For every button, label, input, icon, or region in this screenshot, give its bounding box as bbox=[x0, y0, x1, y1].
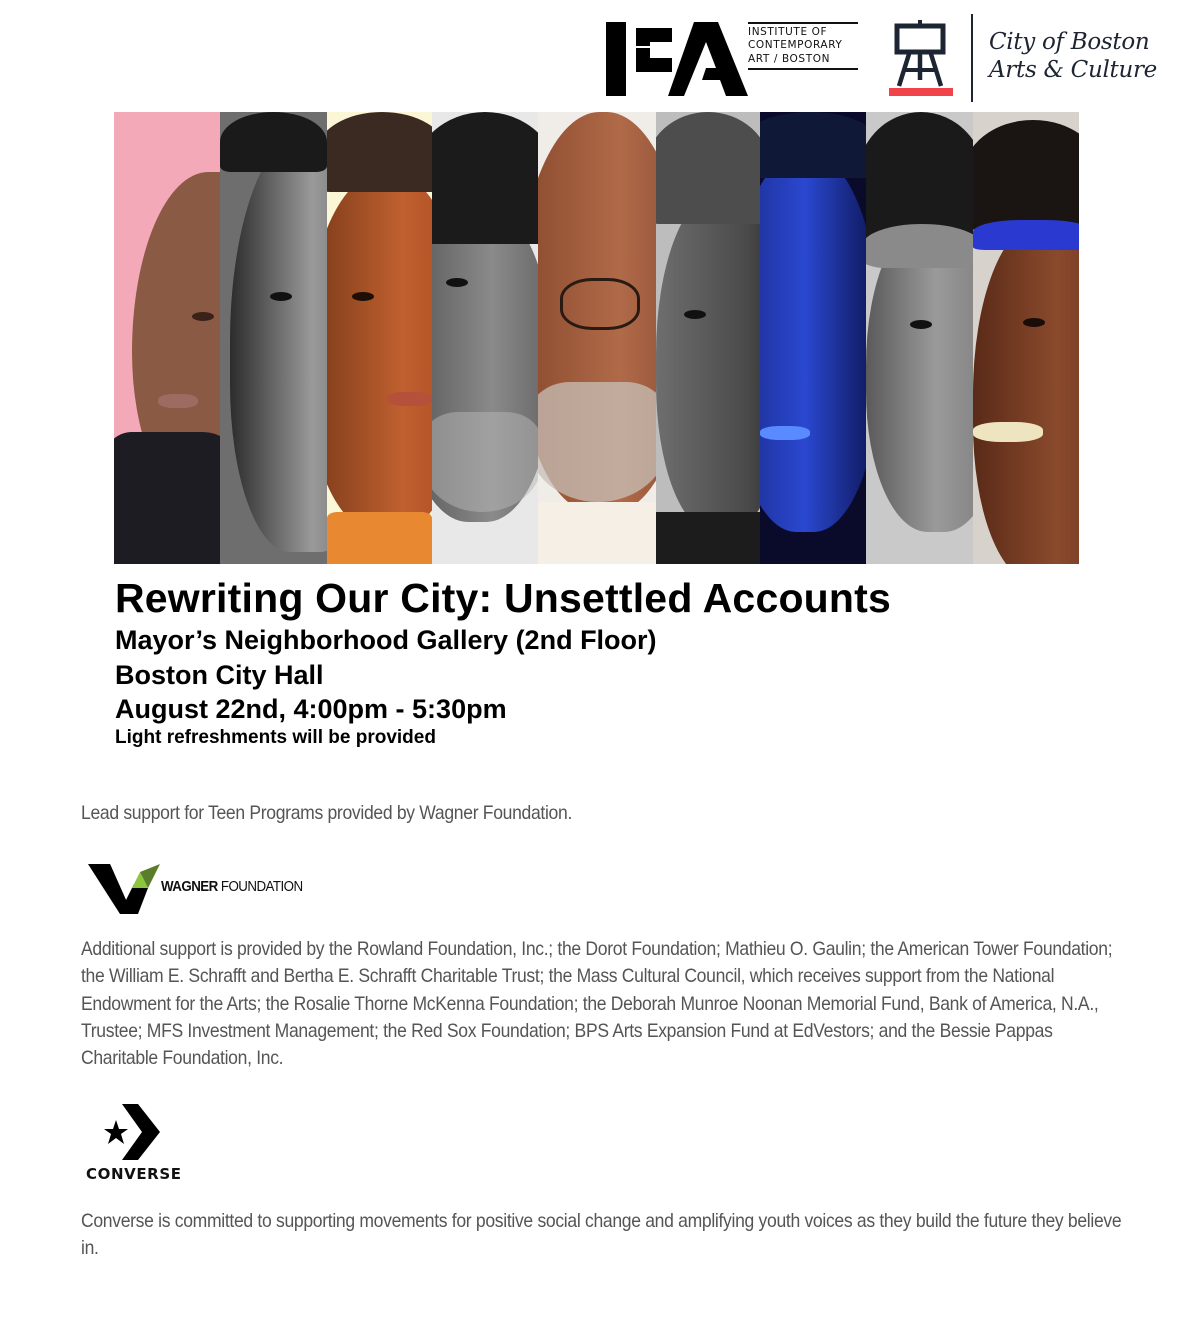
lead-support-text: Lead support for Teen Programs provided by Wagner Foundation. bbox=[81, 802, 573, 824]
event-title: Rewriting Our City: Unsettled Accounts bbox=[115, 575, 892, 621]
portrait-strip-1 bbox=[114, 112, 220, 564]
boston-line-1: City of Boston bbox=[989, 29, 1150, 55]
portrait-strip-9 bbox=[973, 112, 1079, 564]
ica-wordmark-text bbox=[748, 24, 860, 69]
boston-line-2: Arts & Culture bbox=[989, 57, 1157, 83]
portrait-strip-7 bbox=[760, 112, 866, 564]
wagner-foundation-logo bbox=[88, 862, 313, 914]
ica-rule-bottom bbox=[748, 68, 858, 70]
converse-star-chevron-icon bbox=[104, 1104, 160, 1160]
ica-logo-mark-icon bbox=[606, 20, 750, 98]
event-datetime: August 22nd, 4:00pm - 5:30pm bbox=[115, 694, 507, 724]
converse-support-text: Converse is committed to supporting movements for positive social change and amplifying youth voices as they build the future they believe in. bbox=[81, 1210, 1122, 1260]
portrait-strip-6 bbox=[656, 112, 760, 564]
additional-support-text: Additional support is provided by the Rowland Foundation, Inc.; the Dorot Foundation; Mathieu O. Gaulin; the American Tower Foundation; the William E. Schrafft and Bertha E. Schrafft Charitable Trust; the Mass Cultural Council, which receives support from the National Endowment for the Arts; the Rosalie Thorne McKenna Foundation; the Deborah Munroe Noonan Memorial Fund, Bank of America, N.A., Trustee; MFS Investment Management; the Red Sox Foundation; BPS Arts Expansion Fund at EdVestors; and the Bessie Pappas Charitable Foundation, Inc. bbox=[81, 938, 1113, 1070]
wagner-word-regular: FOUNDATION bbox=[217, 879, 303, 895]
portrait-strip-4 bbox=[432, 112, 538, 564]
ica-line-2: CONTEMPORARY bbox=[748, 39, 843, 51]
ica-logo bbox=[606, 20, 862, 100]
ica-line-3: ART / BOSTON bbox=[748, 52, 831, 65]
portrait-strip-8 bbox=[866, 112, 973, 564]
boston-wordmark bbox=[989, 28, 1157, 84]
event-building: Boston City Hall bbox=[115, 659, 324, 690]
converse-logo bbox=[86, 1104, 182, 1186]
portrait-strip-3 bbox=[327, 112, 432, 564]
wagner-word-bold: WAGNER bbox=[161, 879, 218, 895]
portrait-strip-5 bbox=[538, 112, 656, 564]
wagner-w-icon bbox=[88, 862, 160, 914]
logo-divider bbox=[971, 14, 973, 102]
converse-wordmark: CONVERSE bbox=[86, 1165, 182, 1183]
event-venue: Mayor’s Neighborhood Gallery (2nd Floor) bbox=[115, 625, 657, 655]
ica-line-1: INSTITUTE OF bbox=[748, 25, 828, 38]
portrait-collage bbox=[114, 112, 1079, 564]
event-note: Light refreshments will be provided bbox=[115, 726, 436, 748]
boston-arts-logo bbox=[885, 14, 1157, 104]
ica-wordmark bbox=[748, 22, 860, 70]
easel-icon bbox=[887, 20, 953, 96]
event-details bbox=[115, 574, 891, 749]
wagner-wordmark bbox=[161, 879, 303, 895]
portrait-strip-2 bbox=[220, 112, 327, 564]
